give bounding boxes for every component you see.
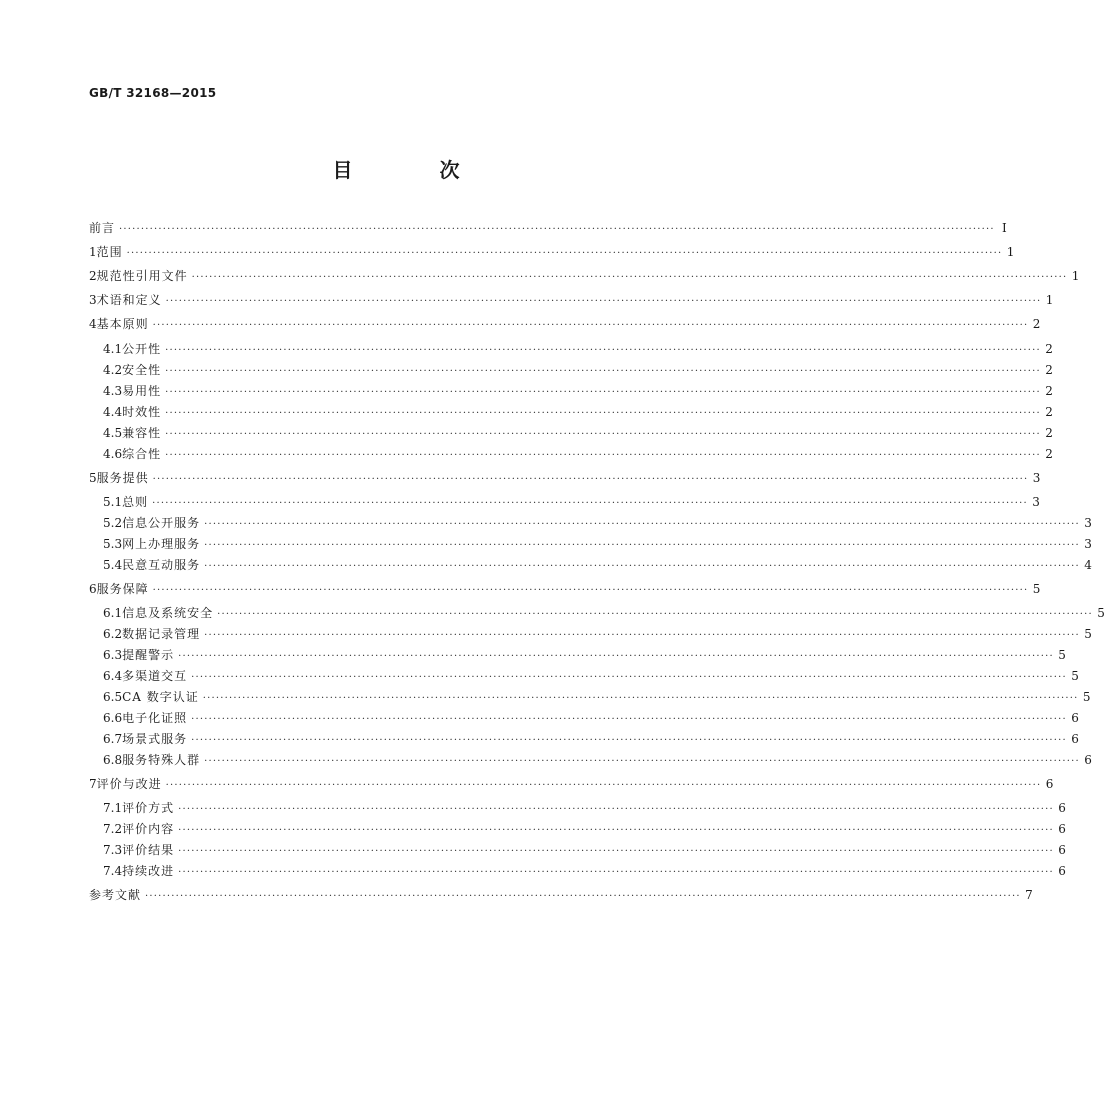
toc-entry-label: 服务特殊人群 [122,753,201,767]
dot-leader: ········································································································································································································ [165,345,1041,356]
toc-entry-page: 2 [1045,426,1053,440]
toc-entry[interactable] [89,774,1054,794]
dot-leader: ········································································································································································································ [191,672,1067,683]
toc-entry-label: 前言 [89,221,116,235]
dot-leader: ········································································································································································································ [204,756,1080,767]
dot-leader: ········································································································································································································ [204,540,1080,551]
toc-entry-number: 5.3 [103,537,123,551]
toc-entry[interactable] [103,360,1053,380]
toc-entry[interactable] [103,840,1066,860]
toc-entry-label: 基本原则 [96,317,149,331]
toc-entry-number: 6.1 [103,606,123,620]
toc-entry-number: 6.3 [103,648,123,662]
toc-entry-page: 2 [1045,384,1053,398]
toc-entry-page: 1 [1006,245,1015,259]
toc-entry-number: 5.4 [103,558,123,572]
toc-entry-page: 3 [1032,495,1040,509]
standard-code: GB/T 32168—2015 [89,86,217,100]
toc-entry[interactable] [89,468,1041,488]
toc-entry[interactable] [103,750,1092,770]
toc-entry-label: 场景式服务 [122,732,188,746]
toc-entry-page: I [1002,221,1007,235]
toc-entry-label: 评价方式 [122,801,175,815]
toc-entry-page: 2 [1045,342,1053,356]
dot-leader: ········································································································································································································ [152,498,1028,509]
toc-entry-label: 规范性引用文件 [96,269,188,283]
toc-entry[interactable] [103,861,1066,881]
dot-leader: ········································································································································································································ [165,780,1042,791]
toc-entry-label: 术语和定义 [96,293,162,307]
toc-entry-label: 持续改进 [122,864,175,878]
toc-entry-page: 6 [1058,864,1066,878]
toc-entry-label: 民意互动服务 [122,558,201,572]
toc-entry-page: 5 [1058,648,1066,662]
toc-entry-page: 3 [1084,516,1092,530]
dot-leader: ········································································································································································································ [204,561,1080,572]
toc-entry-page: 2 [1032,317,1041,331]
toc-entry-page: 1 [1071,269,1080,283]
toc-entry-page: 7 [1025,888,1033,902]
dot-leader: ········································································································································································································ [191,714,1067,725]
toc-entry-number: 1 [89,245,97,259]
toc-entry-number: 6.7 [103,732,123,746]
dot-leader: ········································································································································································································ [165,387,1041,398]
toc-entry-page: 5 [1082,690,1091,704]
toc-entry[interactable] [89,266,1080,286]
toc-entry[interactable] [89,314,1041,334]
toc-entry[interactable] [103,339,1053,359]
toc-entry-number: 6.6 [103,711,123,725]
toc-entry[interactable] [103,603,1105,623]
toc-entry-number: 7.2 [103,822,123,836]
toc-entry[interactable] [103,402,1053,422]
toc-entry-number: 3 [89,293,97,307]
toc-entry-number: 6 [89,582,97,596]
dot-leader: ········································································································································································································ [178,846,1054,857]
toc-entry-page: 3 [1032,471,1041,485]
toc-entry-label: 提醒警示 [122,648,175,662]
toc-entry-number: 6.4 [103,669,123,683]
toc-entry[interactable] [103,666,1079,686]
dot-leader: ········································································································································································································ [204,519,1080,530]
toc-entry-label: 评价内容 [122,822,175,836]
toc-entry[interactable] [103,534,1092,554]
toc-entry-page: 6 [1045,777,1054,791]
toc-entry-label: 综合性 [122,447,162,461]
dot-leader: ········································································································································································································ [145,891,1021,902]
toc-entry-label: 电子化证照 [122,711,188,725]
dot-leader: ········································································································································································································ [191,735,1067,746]
toc-entry[interactable] [103,423,1053,443]
toc-entry[interactable] [103,492,1040,512]
toc-entry-number: 7 [89,777,97,791]
toc-entry[interactable] [89,290,1054,310]
dot-leader: ········································································································································································································ [126,248,1003,259]
toc-entry-label: 网上办理服务 [122,537,201,551]
dot-leader: ········································································································································································································ [178,804,1054,815]
toc-entry-number: 7.3 [103,843,123,857]
toc-entry[interactable] [103,645,1066,665]
toc-entry[interactable] [89,218,1007,238]
toc-entry-label: 公开性 [122,342,162,356]
toc-entry[interactable] [103,381,1053,401]
toc-entry-page: 6 [1084,753,1092,767]
toc-entry-label: 评价结果 [122,843,175,857]
dot-leader: ········································································································································································································ [165,408,1041,419]
toc-entry[interactable] [103,798,1066,818]
toc-entry-page: 3 [1084,537,1092,551]
toc-entry-label: 时效性 [122,405,162,419]
toc-entry[interactable] [103,444,1053,464]
dot-leader: ········································································································································································································ [178,867,1054,878]
toc-entry-label: 数据记录管理 [122,627,201,641]
toc-entry-page: 6 [1058,801,1066,815]
toc-entry-label: 安全性 [122,363,162,377]
toc-entry-number: 5.2 [103,516,123,530]
toc-entry-page: 2 [1045,447,1053,461]
toc-entry-number: 4.1 [103,342,123,356]
toc-entry[interactable] [103,819,1066,839]
toc-entry-number: 4.3 [103,384,123,398]
dot-leader: ········································································································································································································ [217,609,1093,620]
dot-leader: ········································································································································································································ [178,651,1054,662]
toc-entry-label: 参考文献 [89,888,142,902]
dot-leader: ········································································································································································································ [165,429,1041,440]
toc-entry[interactable] [103,729,1079,749]
toc-entry[interactable] [103,687,1091,707]
toc-entry-number: 4 [89,317,97,331]
dot-leader: ········································································································································································································ [204,630,1080,641]
toc-entry[interactable] [89,885,1033,905]
toc-entry-number: 4.4 [103,405,123,419]
toc-entry-label: 评价与改进 [96,777,162,791]
toc-entry-number: 4.5 [103,426,123,440]
dot-leader: ········································································································································································································ [152,474,1029,485]
toc-entry-page: 2 [1045,405,1053,419]
dot-leader: ········································································································································································································ [178,825,1054,836]
toc-entry-label: 总则 [122,495,149,509]
toc-entry-page: 5 [1084,627,1092,641]
toc-entry-page: 6 [1071,711,1079,725]
toc-entry-label: 信息公开服务 [122,516,201,530]
toc-entry-label: CA 数字认证 [122,690,199,704]
toc-entry[interactable] [89,579,1041,599]
dot-leader: ········································································································································································································ [152,320,1029,331]
toc-entry-number: 5.1 [103,495,123,509]
toc-entry-page: 6 [1058,843,1066,857]
toc-entry-label: 服务保障 [96,582,149,596]
toc-entry-page: 4 [1084,558,1092,572]
dot-leader: ········································································································································································································ [152,585,1029,596]
dot-leader: ········································································································································································································ [165,366,1041,377]
toc-entry-page: 5 [1097,606,1105,620]
toc-entry[interactable] [89,242,1015,262]
toc-entry-number: 4.2 [103,363,123,377]
toc-entry-number: 7.4 [103,864,123,878]
toc-entry-label: 服务提供 [96,471,149,485]
toc-entry-page: 5 [1071,669,1079,683]
dot-leader: ········································································································································································································ [191,272,1068,283]
page-title: 目 次 [332,158,500,182]
toc-entry[interactable] [103,513,1092,533]
toc-entry-label: 范围 [96,245,123,259]
toc-entry-page: 2 [1045,363,1053,377]
dot-leader: ········································································································································································································ [165,450,1041,461]
toc-entry-page: 5 [1032,582,1041,596]
toc-entry-number: 6.8 [103,753,123,767]
toc-entry-label: 多渠道交互 [122,669,188,683]
toc-entry-number: 4.6 [103,447,123,461]
toc-entry-number: 6.2 [103,627,123,641]
toc-entry-page: 6 [1071,732,1079,746]
toc-entry-number: 2 [89,269,97,283]
toc-entry-label: 兼容性 [122,426,162,440]
dot-leader: ········································································································································································································ [119,224,995,235]
toc-entry[interactable] [103,624,1092,644]
toc-entry-page: 1 [1045,293,1054,307]
toc-entry-label: 易用性 [122,384,162,398]
dot-leader: ········································································································································································································ [165,296,1042,307]
dot-leader: ········································································································································································································ [202,693,1079,704]
toc-entry[interactable] [103,555,1092,575]
toc-entry-label: 信息及系统安全 [122,606,214,620]
toc-entry-page: 6 [1058,822,1066,836]
toc-entry-number: 7.1 [103,801,123,815]
toc-entry-number: 5 [89,471,97,485]
toc-entry-number: 6.5 [103,690,123,704]
toc-entry[interactable] [103,708,1079,728]
